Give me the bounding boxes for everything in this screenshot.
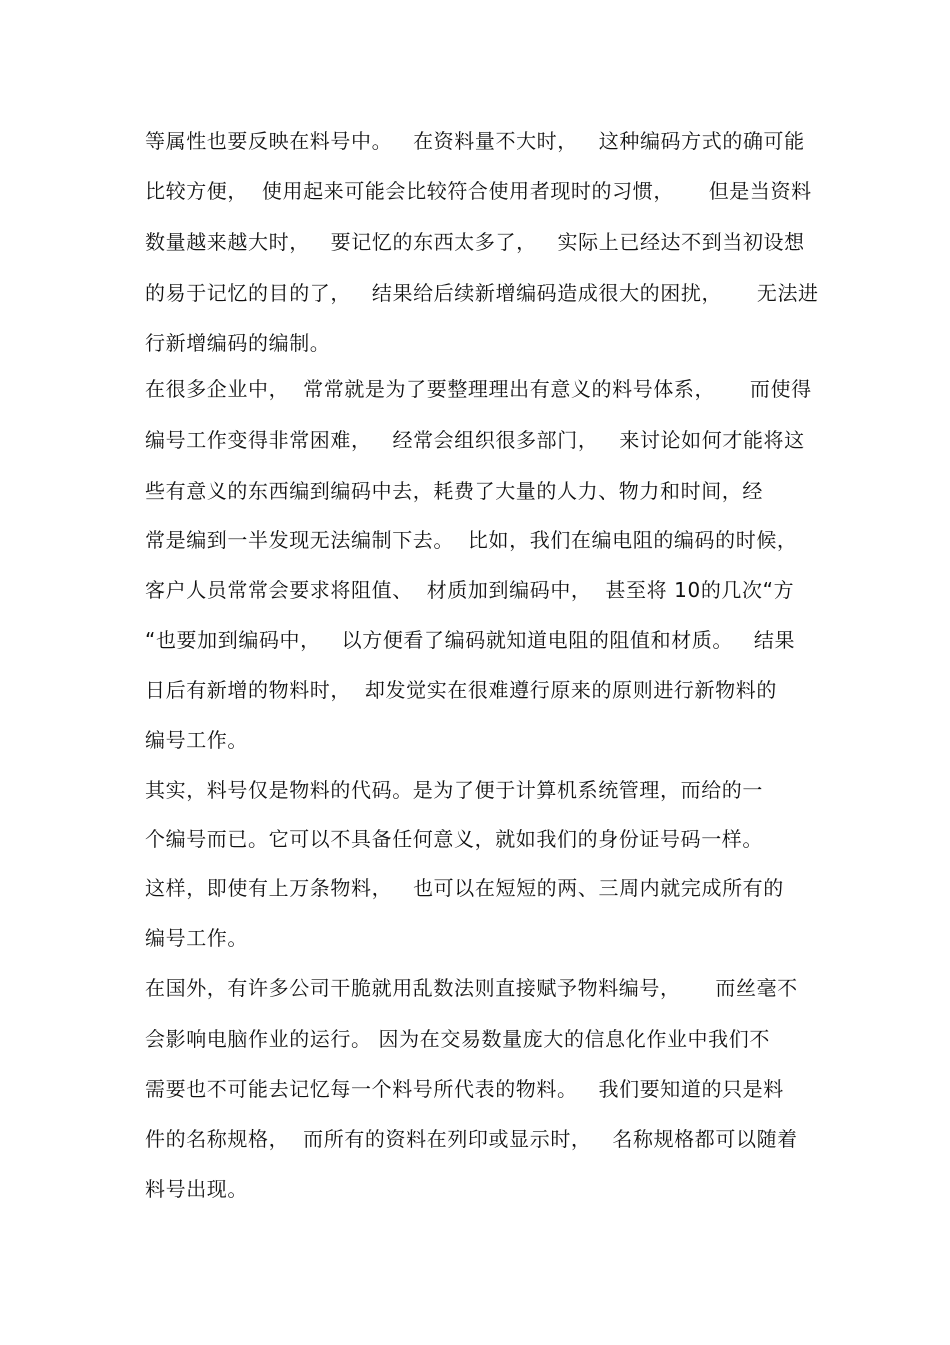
text-line: 客户人员常常会要求将阻值、 材质加到编码中， 甚至将 10的几次“方 [145, 578, 795, 602]
text-line: 在很多企业中， 常常就是为了要整理理出有意义的料号体系， 而使得 [145, 377, 812, 401]
text-line: 需要也不可能去记忆每一个料号所代表的物料。 我们要知道的只是料 [145, 1077, 784, 1101]
text-line: 比较方便， 使用起来可能会比较符合使用者现时的习惯， 但是当资料 [145, 179, 812, 203]
text-line: “也要加到编码中， 以方便看了编码就知道电阻的阻值和材质。 结果 [145, 628, 796, 652]
text-line: 编号工作变得非常困难， 经常会组织很多部门， 来讨论如何才能将这 [145, 428, 805, 452]
text-line: 日后有新增的物料时， 却发觉实在很难遵行原来的原则进行新物料的 [145, 678, 777, 702]
text-line: 个编号而已。它可以不具备任何意义，就如我们的身份证号码一样。 [145, 827, 763, 851]
text-line: 行新增编码的编制。 [145, 331, 331, 355]
text-line: 的易于记忆的目的了， 结果给后续新增编码造成很大的困扰， 无法进 [145, 281, 819, 305]
text-line: 常是编到一半发现无法编制下去。 比如，我们在编电阻的编码的时候， [145, 528, 798, 552]
text-line: 会影响电脑作业的运行。 因为在交易数量庞大的信息化作业中我们不 [145, 1027, 770, 1051]
text-line: 等属性也要反映在料号中。 在资料量不大时， 这种编码方式的确可能 [145, 129, 805, 153]
text-line: 件的名称规格， 而所有的资料在列印或显示时， 名称规格都可以随着 [145, 1127, 798, 1151]
text-line: 其实，料号仅是物料的代码。是为了便于计算机系统管理，而给的一 [145, 778, 763, 802]
text-line: 编号工作。 [145, 728, 248, 752]
text-line: 这样，即使有上万条物料， 也可以在短短的两、三周内就完成所有的 [145, 876, 784, 900]
text-line: 些有意义的东西编到编码中去，耗费了大量的人力、物力和时间，经 [145, 479, 763, 503]
text-line: 料号出现。 [145, 1177, 248, 1201]
text-line: 编号工作。 [145, 926, 248, 950]
text-line: 数量越来越大时， 要记忆的东西太多了， 实际上已经达不到当初设想 [145, 230, 805, 254]
text-line: 在国外，有许多公司干脆就用乱数法则直接赋予物料编号， 而丝毫不 [145, 976, 798, 1000]
